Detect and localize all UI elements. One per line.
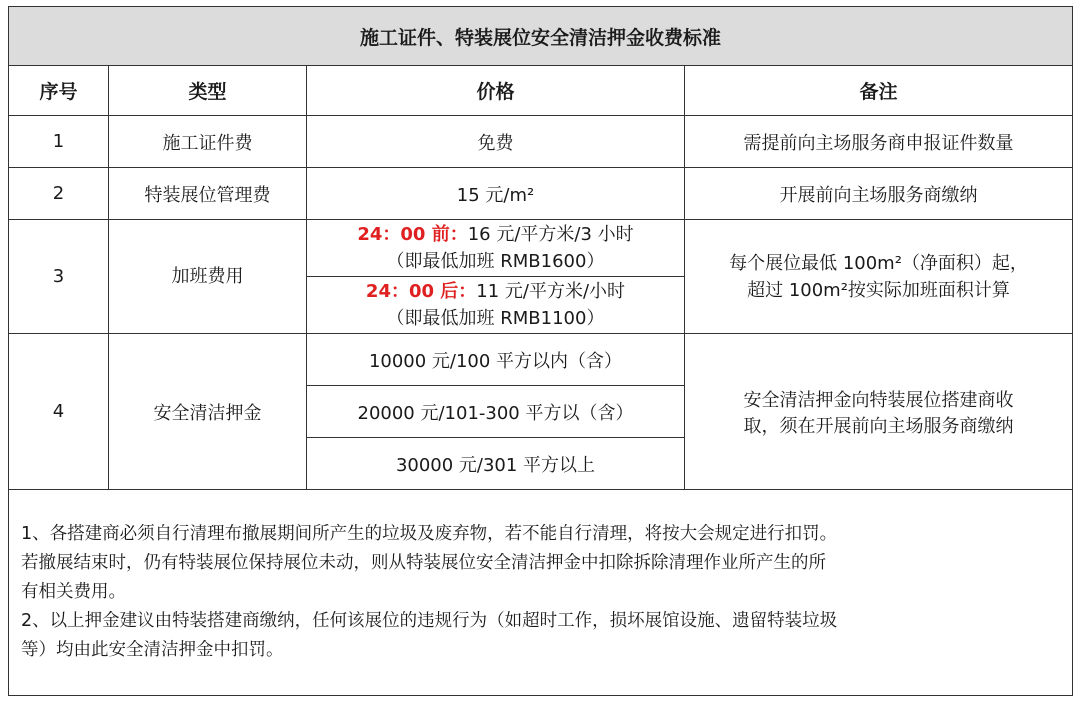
deposit-tier: 10000 元/100 平方以内（含） bbox=[307, 334, 685, 386]
table-row bbox=[9, 334, 1073, 386]
row-price: 免费 bbox=[307, 116, 685, 168]
note-line: 等）均由此安全清洁押金中扣罚。 bbox=[21, 640, 284, 660]
row-type: 安全清洁押金 bbox=[109, 334, 307, 490]
row-type: 施工证件费 bbox=[109, 116, 307, 168]
note-line: 若撤展结束时，仍有特装展位保持展位未动，则从特装展位安全清洁押金中扣除拆除清理作业所产生的所 bbox=[21, 553, 826, 573]
header-price: 价格 bbox=[307, 66, 685, 116]
overtime-after-rate: 11 元/平方米/小时 bbox=[476, 281, 626, 302]
table-row bbox=[9, 220, 1073, 277]
notes-section bbox=[9, 490, 1073, 696]
deposit-remark-line2: 取，须在开展前向主场服务商缴纳 bbox=[743, 415, 1014, 437]
deposit-tier: 30000 元/301 平方以上 bbox=[307, 438, 685, 490]
overtime-remark-line1: 每个展位最低 100m²（净面积）起， bbox=[729, 252, 1028, 274]
overtime-remark-line2: 超过 100m²按实际加班面积计算 bbox=[747, 279, 1010, 301]
overtime-before-label: 24：00 前： bbox=[357, 224, 468, 245]
row-no: 1 bbox=[9, 116, 109, 168]
overtime-after-label: 24：00 后： bbox=[365, 281, 477, 302]
overtime-before-rate: 16 元/平方米/3 小时 bbox=[467, 224, 634, 245]
row-no: 2 bbox=[9, 168, 109, 220]
row-type: 特装展位管理费 bbox=[109, 168, 307, 220]
table-row bbox=[9, 168, 1073, 220]
note-line: 1、各搭建商必须自行清理布撤展期间所产生的垃圾及废弃物，若不能自行清理，将按大会规定进行扣罚。 bbox=[21, 524, 838, 544]
row-no: 4 bbox=[9, 334, 109, 490]
overtime-after-price bbox=[307, 277, 685, 334]
row-price: 15 元/m² bbox=[307, 168, 685, 220]
row-remark bbox=[685, 220, 1073, 334]
table-row bbox=[9, 116, 1073, 168]
row-type: 加班费用 bbox=[109, 220, 307, 334]
row-remark bbox=[685, 334, 1073, 490]
row-remark: 需提前向主场服务商申报证件数量 bbox=[685, 116, 1073, 168]
table-title: 施工证件、特装展位安全清洁押金收费标准 bbox=[9, 7, 1073, 66]
row-no: 3 bbox=[9, 220, 109, 334]
deposit-tier: 20000 元/101-300 平方以（含） bbox=[307, 386, 685, 438]
overtime-before-min: （即最低加班 RMB1600） bbox=[386, 251, 605, 272]
deposit-remark-line1: 安全清洁押金向特装展位搭建商收 bbox=[743, 389, 1014, 411]
overtime-after-min: （即最低加班 RMB1100） bbox=[386, 308, 605, 329]
note-line: 有相关费用。 bbox=[21, 582, 126, 602]
header-remark: 备注 bbox=[685, 66, 1073, 116]
note-line: 2、以上押金建议由特装搭建商缴纳，任何该展位的违规行为（如超时工作，损坏展馆设施、遗留特装垃圾 bbox=[21, 611, 838, 631]
header-no: 序号 bbox=[9, 66, 109, 116]
row-remark: 开展前向主场服务商缴纳 bbox=[685, 168, 1073, 220]
header-type: 类型 bbox=[109, 66, 307, 116]
fee-standard-table bbox=[8, 6, 1073, 696]
overtime-before-price bbox=[307, 220, 685, 277]
